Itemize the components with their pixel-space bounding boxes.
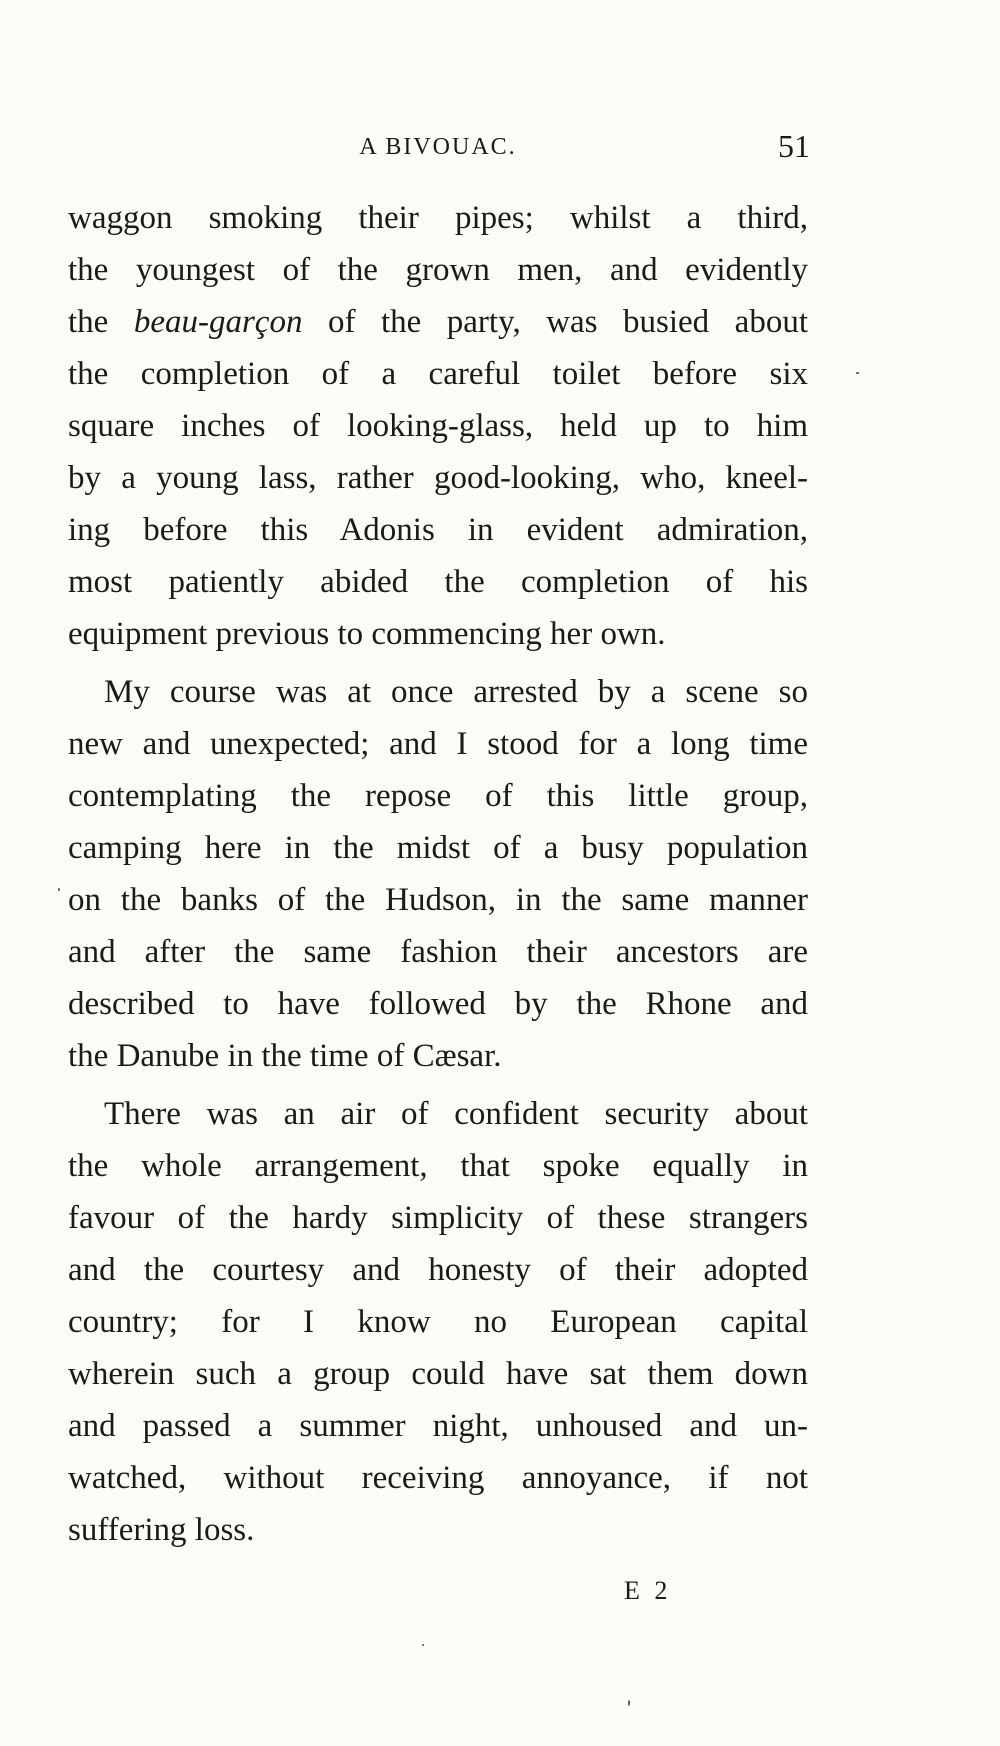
text-line: and passed a summer night, unhoused and un- [68,1408,808,1444]
text-line: by a young lass, rather good-looking, who, kneel- [68,460,808,496]
text-line: waggon smoking their pipes; whilst a third, [68,200,808,236]
text-line: favour of the hardy simplicity of these strangers [68,1200,808,1236]
text-line [68,296,808,348]
italic-term: beau-garçon [133,304,303,340]
page-number: 51 [778,128,810,164]
paragraph-1 [68,192,808,660]
text-line: My course was at once arrested by a scene so [104,674,808,710]
running-head [68,128,808,172]
text-line: watched, without receiving annoyance, if not [68,1460,808,1496]
text-line: most patiently abided the completion of his [68,564,808,600]
text-line: wherein such a group could have sat them down [68,1356,808,1392]
body-text [68,192,808,1562]
scan-speck [58,888,60,891]
text-line: described to have followed by the Rhone and [68,986,808,1022]
paragraph-2 [68,666,808,1082]
text-line: ing before this Adonis in evident admiration, [68,512,808,548]
text-line: the Danube in the time of Cæsar. [68,1038,502,1074]
text-line: country; for I know no European capital [68,1304,808,1340]
paragraph-3 [68,1088,808,1556]
text-line: new and unexpected; and I stood for a long time [68,726,808,762]
text-line: There was an air of confident security about [104,1096,808,1132]
text-line: the completion of a careful toilet before six [68,356,808,392]
text-line: square inches of looking-glass, held up to him [68,408,808,444]
text-line: camping here in the midst of a busy population [68,830,808,866]
text-line: equipment previous to commencing her own. [68,616,666,652]
text-line: contemplating the repose of this little group, [68,778,808,814]
text-segment: of the party, was busied about [302,304,808,340]
text-line: the whole arrangement, that spoke equally in [68,1148,808,1184]
text-line: suffering loss. [68,1512,255,1548]
text-line: on the banks of the Hudson, in the same manner [68,882,808,918]
text-line: the youngest of the grown men, and evidently [68,252,808,288]
scan-speck [856,372,859,374]
running-title: A BIVOUAC. [359,134,517,160]
text-line: and the courtesy and honesty of their adopted [68,1252,808,1288]
text-segment: the [68,304,134,340]
signature-mark: E 2 [624,1576,672,1605]
scan-speck [422,1644,424,1646]
scan-speck [628,1700,630,1706]
text-line: and after the same fashion their ancestors are [68,934,808,970]
